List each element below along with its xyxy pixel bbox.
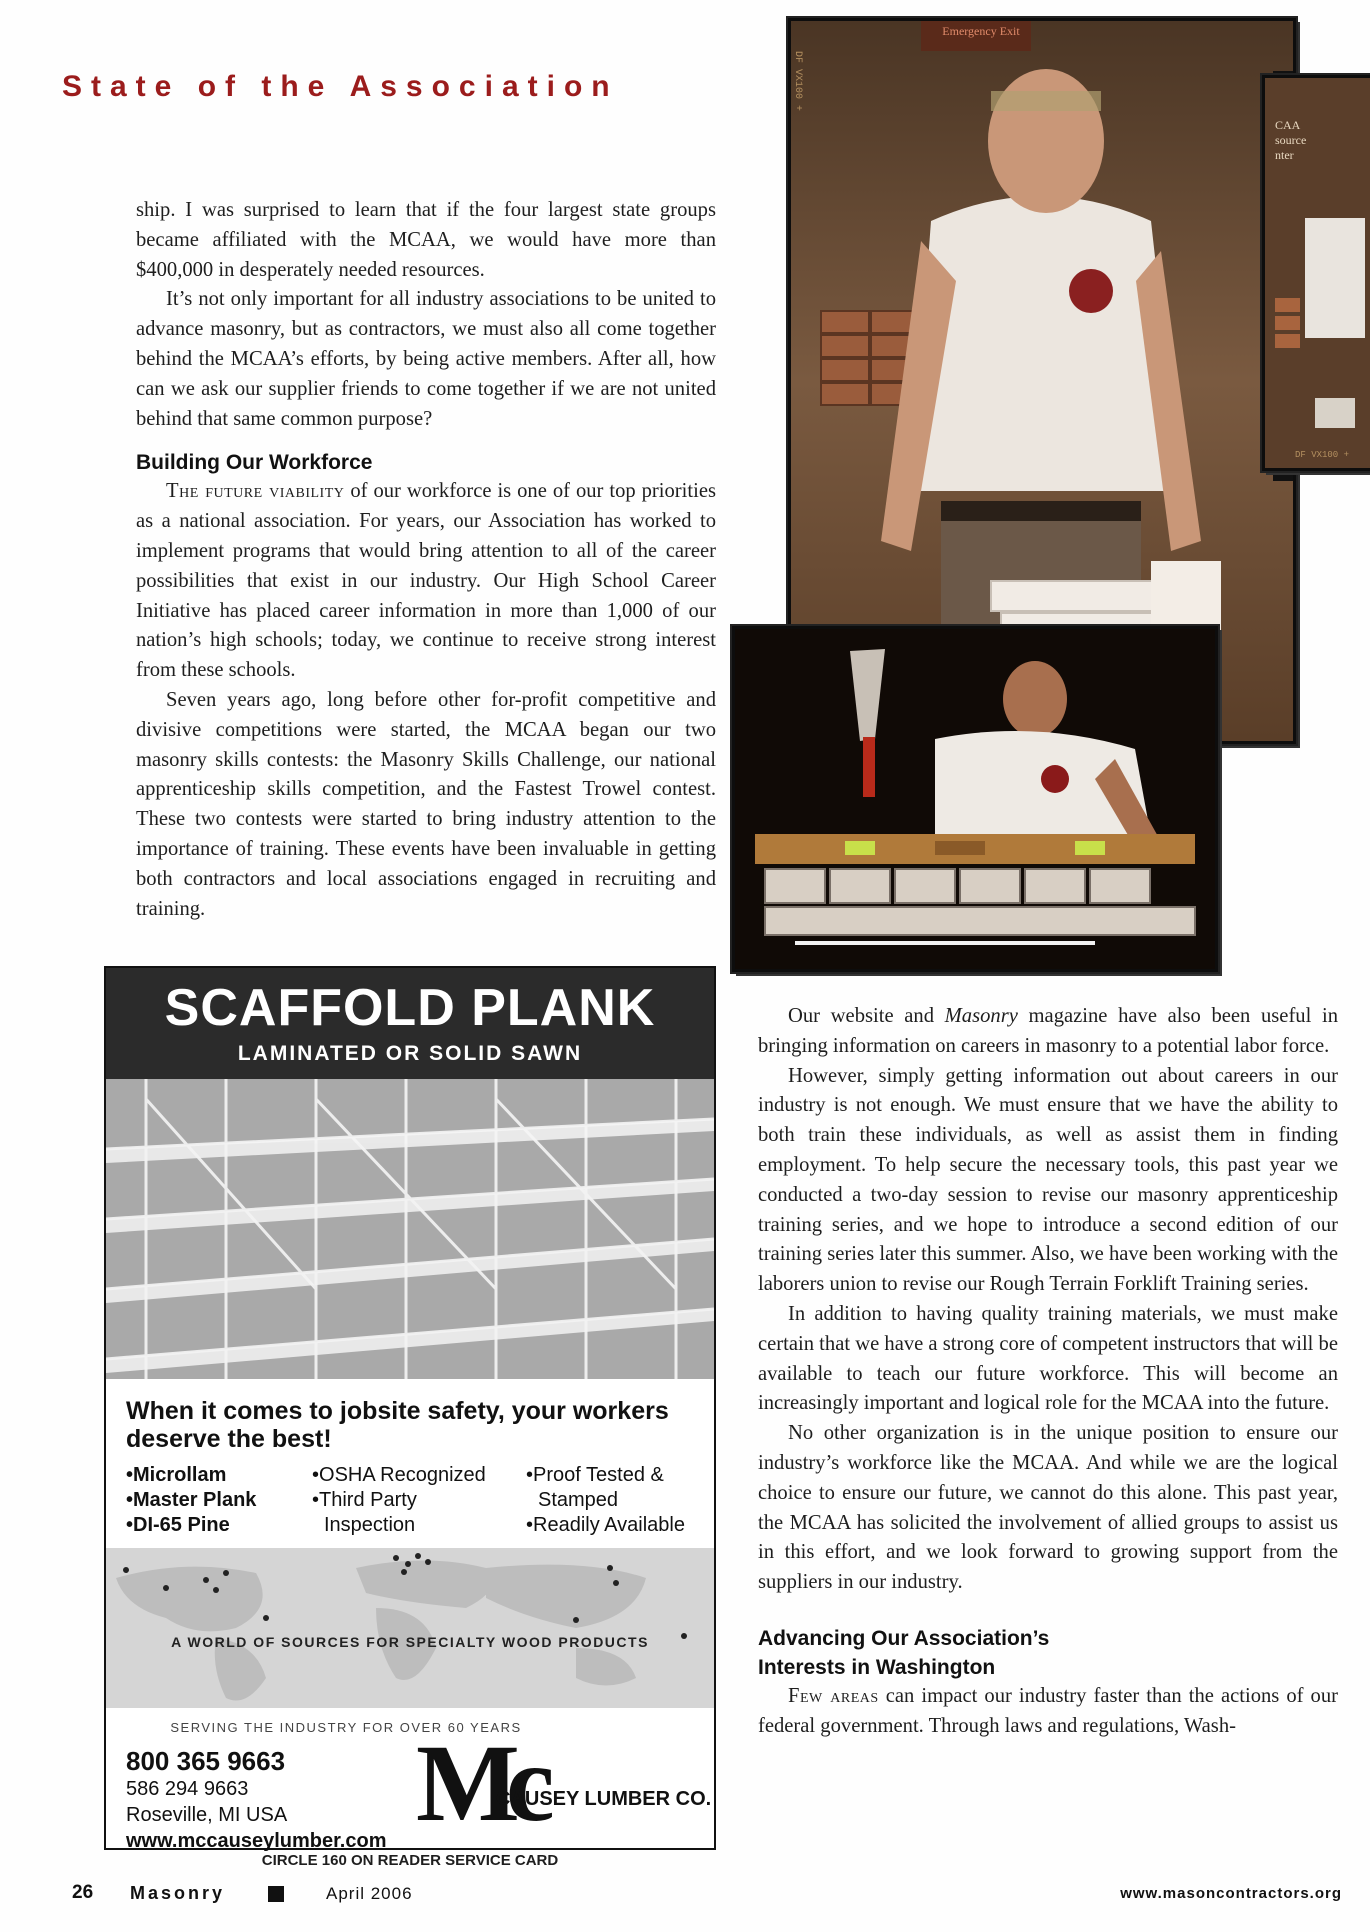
paragraph: Seven years ago, long before other for-profit competitive and divisive competitions were started, the MCAA began our two masonry skills contests: the Masonry Skills Challenge, our national apprenticeship skills competition, and the Fastest Trowel contest. These two contests were started to bring industry attention to the importance of training. These events have been invaluable in getting both contractors and local associations engaged in recruiting and training. xyxy=(136,688,716,920)
issue-date: April 2006 xyxy=(326,1884,413,1903)
ad-title: SCAFFOLD PLANK xyxy=(164,979,656,1037)
ad-bullet: •OSHA Recognized xyxy=(312,1464,486,1486)
paragraph: ship. I was surprised to learn that if the four largest state groups became affiliated with the MCAA, we would have more than $400,000 in desperately needed resources. xyxy=(136,199,716,281)
ad-map-caption: A WORLD OF SOURCES FOR SPECIALTY WOOD PRODUCTS xyxy=(171,1634,649,1650)
paragraph: However, simply getting information out about careers in our industry is not enough. We must ensure that we have the ability to both train these individuals, as well as assist them in finding employment. To help secure the necessary tools, this past year we conducted a two-day session to revise our masonry apprenticeship training series, and we hope to introduce a second edition of our training series later this summer. Also, we have been working with the laborers union to revise our Rough Terrain Forklift Training series. xyxy=(758,1064,1338,1296)
world-map-illustration xyxy=(106,1548,714,1708)
ad-bullet: •Microllam xyxy=(126,1464,227,1486)
footer-website[interactable]: www.masoncontractors.org xyxy=(1120,1885,1342,1902)
paragraph: Our website and Masonry magazine have also been useful in bringing information on careers in masonry to a potential labor force. xyxy=(758,1005,1338,1057)
section-title: State of the Association xyxy=(62,70,619,103)
ad-tagline: When it comes to jobsite safety, your workers deserve the best! xyxy=(126,1397,669,1453)
right-text-column xyxy=(758,1002,1338,1742)
ad-website-link[interactable]: www.mccauseylumber.com xyxy=(126,1830,387,1852)
ad-bullet-list-1 xyxy=(126,1463,256,1538)
ad-phone-tollfree[interactable]: 800 365 9663 xyxy=(126,1746,286,1776)
photo-inset-right xyxy=(1262,75,1370,471)
ad-header xyxy=(106,968,714,1079)
heading-line: Interests in Washington xyxy=(758,1655,996,1679)
lead-in: The future viability xyxy=(166,480,345,503)
inset-sign-text: CAA source nter xyxy=(1275,118,1307,162)
ad-location: Roseville, MI USA xyxy=(126,1804,288,1826)
ad-bullet-list-3 xyxy=(526,1463,685,1538)
ad-company-name: CAUSEY LUMBER CO. xyxy=(496,1788,712,1810)
page-number: 26 xyxy=(72,1882,94,1903)
left-text-column xyxy=(136,196,716,924)
ad-scaffold-photo xyxy=(106,1079,714,1379)
photo-mason-illustration xyxy=(735,629,1215,969)
ad-phone-local[interactable]: 586 294 9663 xyxy=(126,1778,249,1800)
ad-bullet: Inspection xyxy=(324,1514,416,1536)
scaffold-illustration xyxy=(106,1079,714,1379)
ad-contact-block xyxy=(106,1708,714,1858)
ad-bullets xyxy=(106,1463,714,1548)
lead-in: Few areas xyxy=(788,1684,879,1707)
ad-bullet: •Readily Available xyxy=(526,1514,685,1536)
ad-bullet: •Proof Tested & xyxy=(526,1464,664,1486)
advertisement-scaffold-plank[interactable] xyxy=(104,966,716,1850)
paragraph: No other organization is in the unique position to ensure our industry’s workforce like the MCAA. And while we are the logical choice to ensure our future, we cannot do this alone. This past year, the MCAA has solicited the involvement of allied groups to assist us in this effort, and we look forward to growing support from the suppliers in our industry. xyxy=(758,1422,1338,1594)
section-heading xyxy=(758,1624,1338,1682)
paragraph-body: can impact our industry faster than the actions of our federal government. Through laws and regulations, Wash- xyxy=(758,1684,1339,1737)
ad-subtitle: LAMINATED OR SOLID SAWN xyxy=(237,1042,583,1065)
film-code-label-2: DF VX100 + xyxy=(1295,450,1350,460)
ad-bullet: •DI-65 Pine xyxy=(126,1514,230,1536)
ad-serving-line: SERVING THE INDUSTRY FOR OVER 60 YEARS xyxy=(170,1720,522,1735)
paragraph: In addition to having quality training materials, we must make certain that we have a strong core of competent instructors that will be available to teach our future workforce. This will become an increasingly important and logical role for the MCAA into the future. xyxy=(758,1302,1338,1415)
ad-bullet: •Master Plank xyxy=(126,1489,257,1511)
footer xyxy=(72,1882,1342,1912)
ad-bullet: Stamped xyxy=(538,1489,619,1511)
paragraph xyxy=(136,477,716,686)
magazine-title-italic: Masonry xyxy=(944,1005,1018,1027)
exit-sign: Emergency Exit xyxy=(942,24,1020,38)
section-heading: Building Our Workforce xyxy=(136,451,373,475)
mccausey-logo: Mc xyxy=(416,1722,541,1844)
ad-reader-service-caption: CIRCLE 160 ON READER SERVICE CARD xyxy=(261,1852,559,1869)
paragraph-body: of our workforce is one of our top priorities as a national association. For years, our Association has worked to implement programs that would bring attention to all of the career possibilities that exist in our industry. Our High School Career Initiative has placed career information in more than 1,000 of our nation’s high schools; today, we continue to receive strong interest from these schools. xyxy=(136,480,716,682)
paragraph: It’s not only important for all industry associations to be united to advance masonry, but as contractors, we must also all come together behind the MCAA’s efforts, by being active members. After all, how can we ask our supplier friends to come together if we are not united behind that same common purpose? xyxy=(136,288,716,430)
heading-line: Advancing Our Association’s xyxy=(758,1626,1050,1650)
ad-bullet-list-2 xyxy=(312,1463,486,1538)
film-code-label: DF VX100 + xyxy=(792,51,803,112)
inset-illustration xyxy=(1265,138,1370,471)
photo-mason-with-level xyxy=(732,626,1218,972)
paragraph xyxy=(758,1682,1338,1742)
ad-bullet: •Third Party xyxy=(312,1489,417,1511)
magazine-name: Masonry xyxy=(130,1883,226,1903)
footer-square-icon xyxy=(268,1886,284,1902)
ad-world-map xyxy=(106,1548,714,1708)
